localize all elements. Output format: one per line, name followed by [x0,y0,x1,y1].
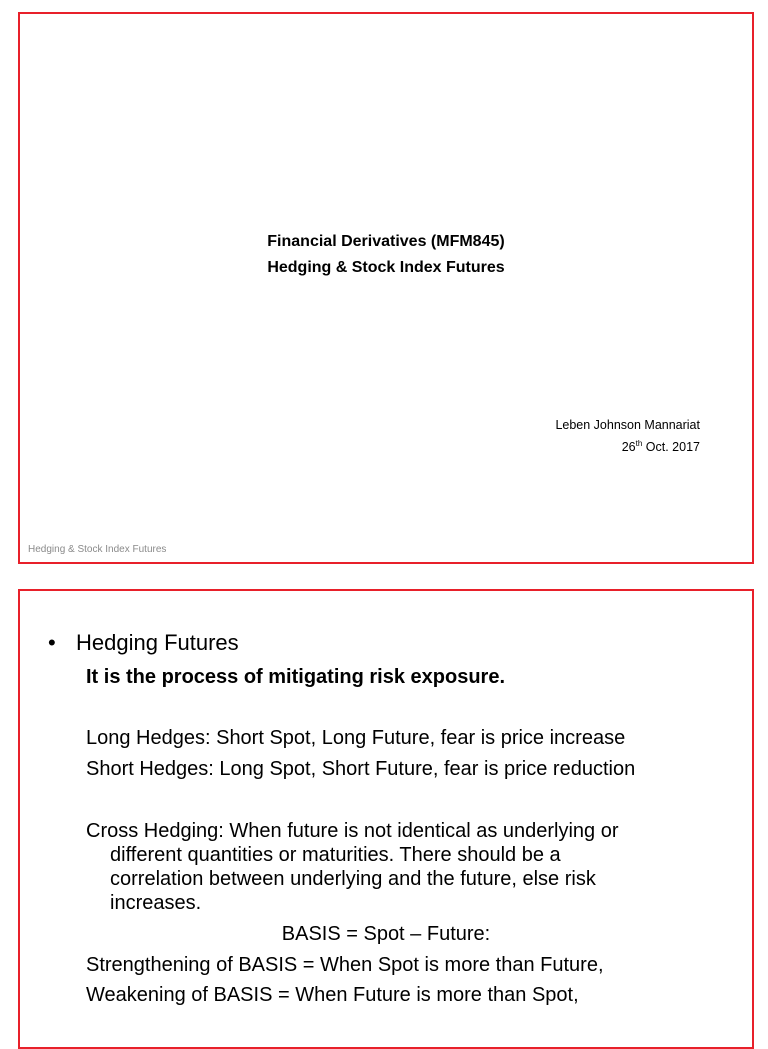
topic-title: Hedging & Stock Index Futures [267,259,505,276]
weakening-text: Weakening of BASIS = When Future is more than Spot, [86,984,579,1006]
date-rest: Oct. 2017 [642,440,700,454]
title-slide [18,12,754,564]
cross-hedging-line3: correlation between underlying and the future, else risk [110,868,596,890]
basis-definition: BASIS = Spot – Future: [281,923,491,945]
slide-title [20,229,752,281]
strengthening-text: Strengthening of BASIS = When Spot is more than Future, [86,954,604,976]
short-hedges-text: Short Hedges: Long Spot, Short Future, fear is price reduction [86,758,636,780]
heading-text: Hedging Futures [76,630,239,655]
bullet-icon: • [48,630,56,655]
date-day: 26 [621,440,636,454]
presentation-date [555,436,700,458]
date-suffix: th [635,438,643,448]
long-hedges-text: Long Hedges: Short Spot, Long Future, fear is price increase [86,727,626,749]
definition-text: It is the process of mitigating risk exposure. [86,666,505,688]
content-slide [18,589,754,1049]
course-title: Financial Derivatives (MFM845) [267,233,505,250]
cross-hedging-line1: Cross Hedging: When future is not identical as underlying or [86,820,619,842]
slide-footer: Hedging & Stock Index Futures [28,544,167,555]
author-name: Leben Johnson Mannariat [555,418,700,432]
bullet-heading [48,629,239,657]
cross-hedging-line4: increases. [110,892,202,914]
cross-hedging-line2: different quantities or maturities. There should be a [110,844,561,866]
author-block [555,414,700,458]
